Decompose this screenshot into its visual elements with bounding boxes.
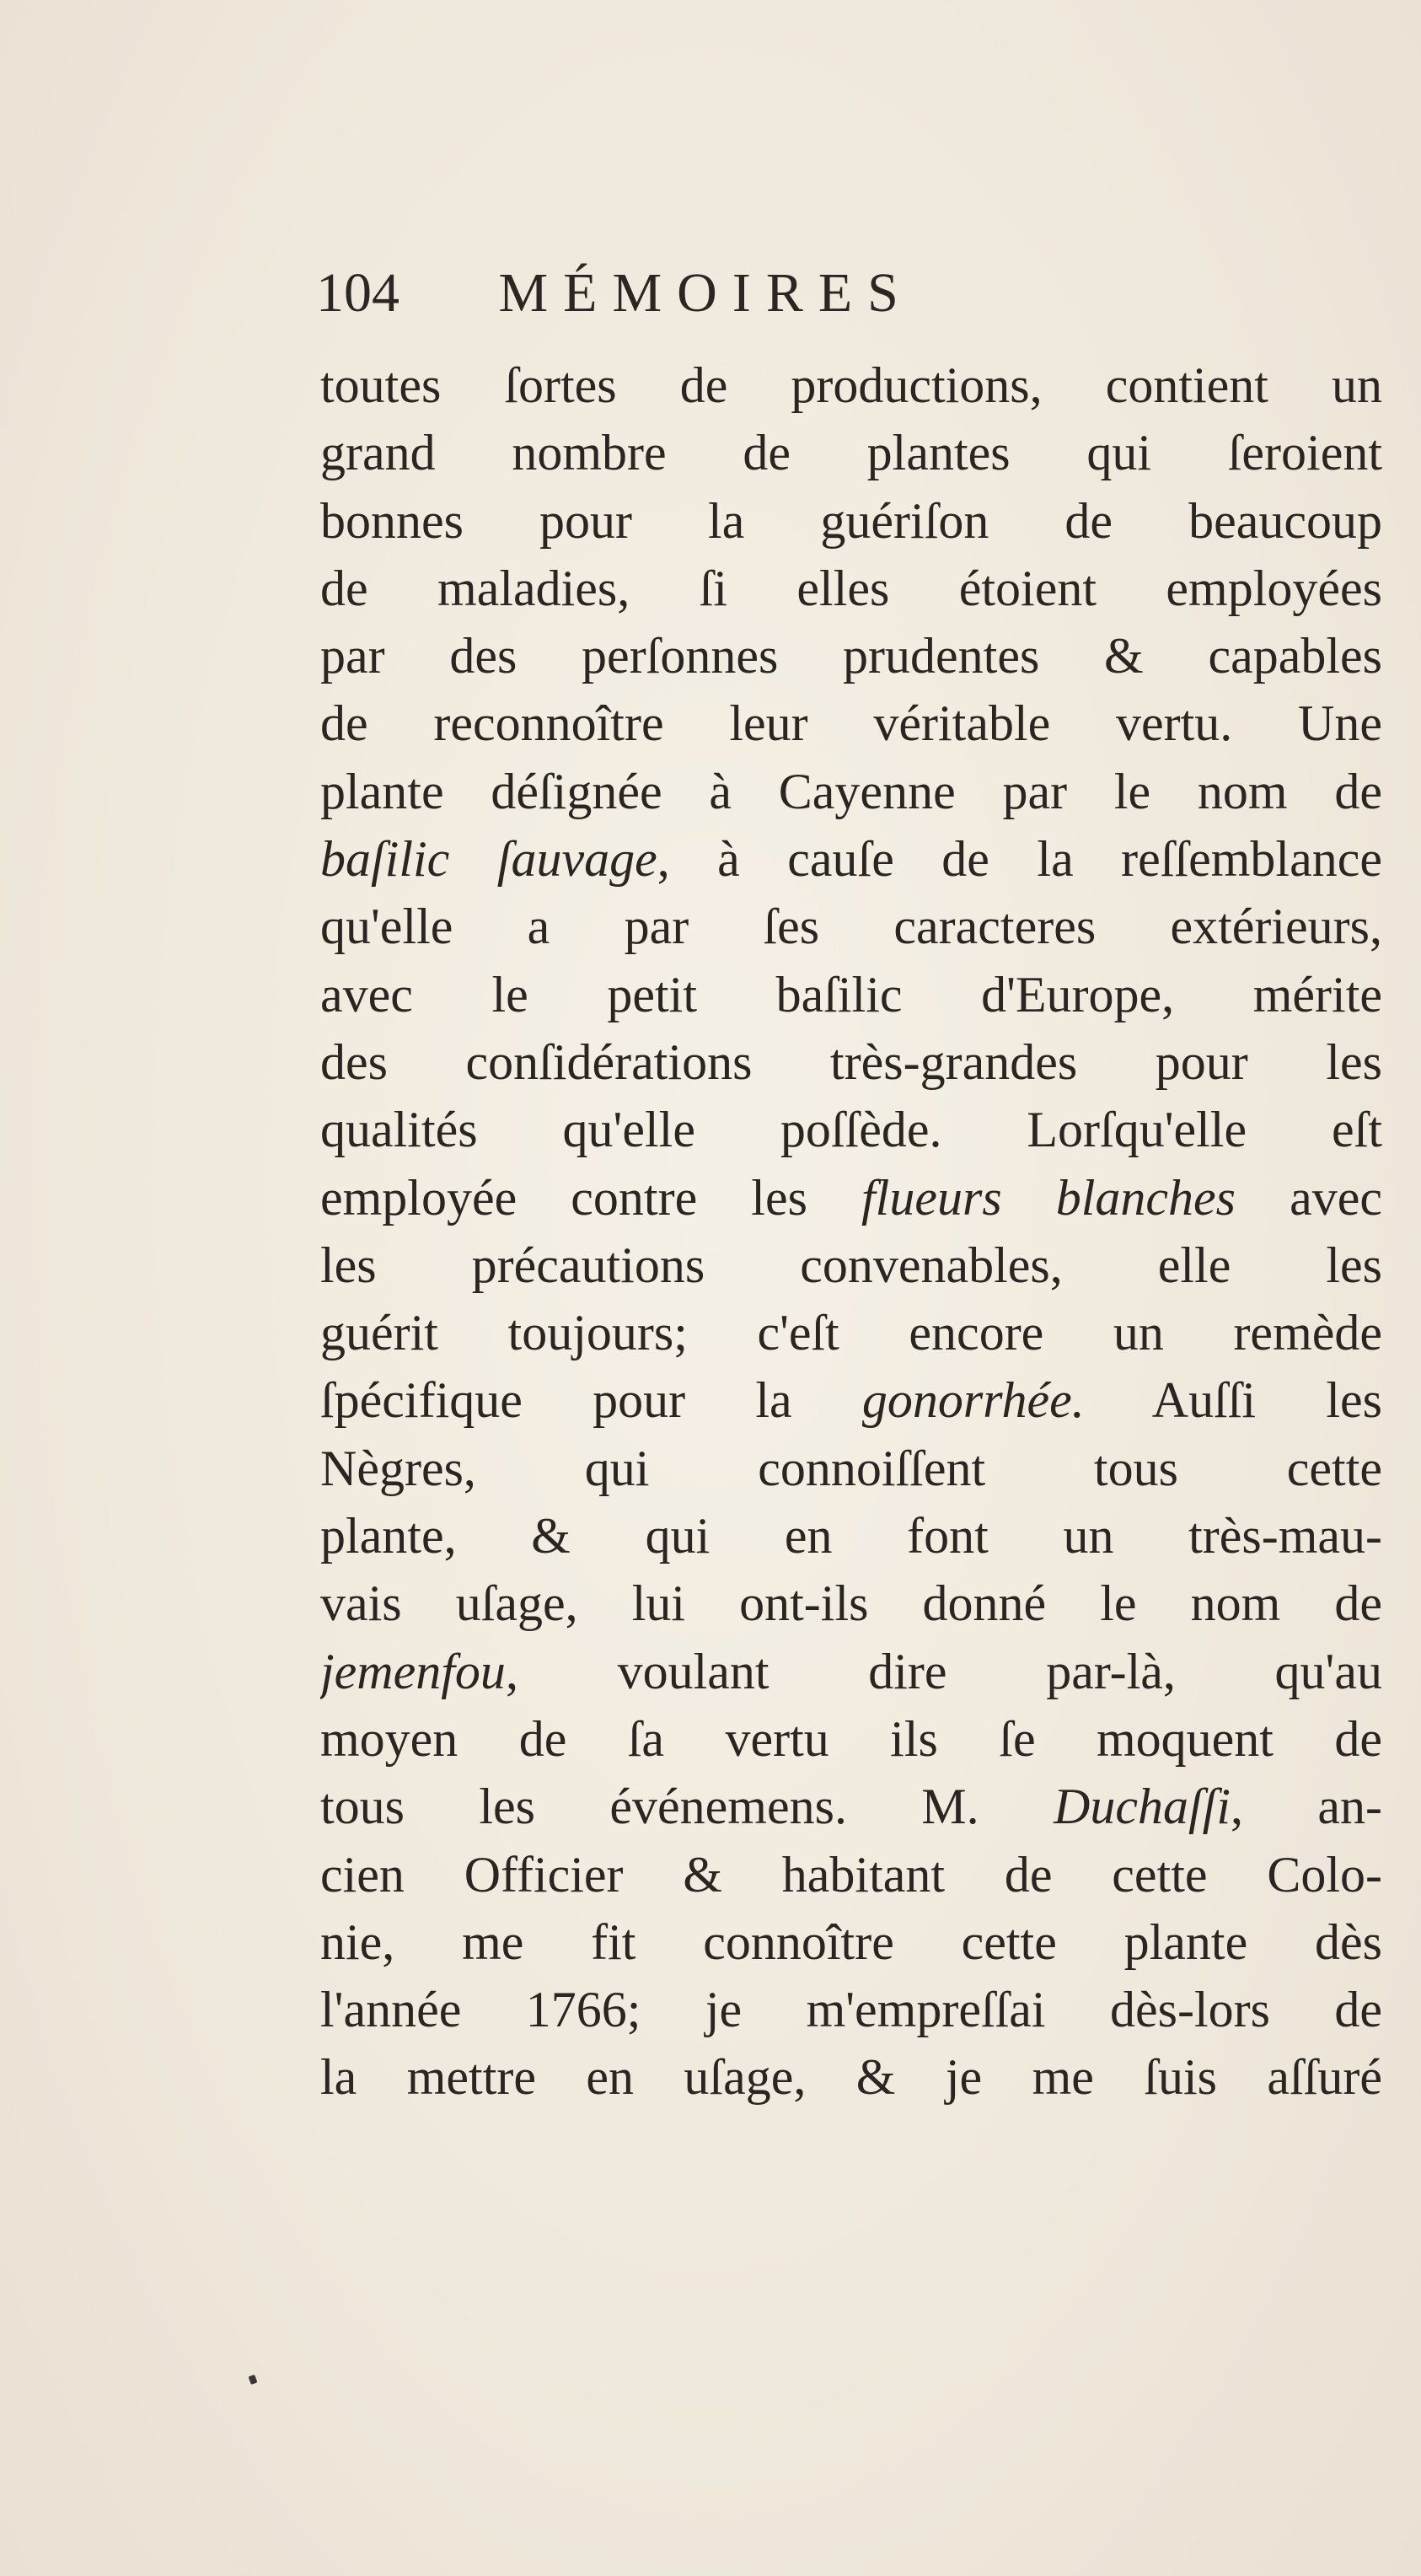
italic-term: gonorrhée. bbox=[861, 1372, 1085, 1429]
page-header bbox=[316, 260, 1421, 327]
text-line: vais uſage, lui ont-ils donné le nom de bbox=[320, 1575, 1382, 1632]
text-line: de maladies, ſi elles étoient employées bbox=[320, 560, 1382, 616]
text-segment: employée contre les bbox=[320, 1169, 862, 1226]
text-line: Nègres, qui connoiſſent tous cette bbox=[320, 1440, 1382, 1496]
ink-speck bbox=[249, 2375, 258, 2385]
text-segment: tous les événemens. M. bbox=[320, 1779, 1054, 1835]
text-line: avec le petit baſilic d'Europe, mérite bbox=[320, 966, 1382, 1022]
running-title: MÉMOIRES bbox=[498, 262, 914, 324]
text-line: qu'elle a par ſes caracteres extérieurs, bbox=[320, 899, 1382, 955]
text-line: les précautions convenables, elle les bbox=[320, 1237, 1382, 1293]
text-line: plante déſignée à Cayenne par le nom de bbox=[320, 763, 1382, 819]
text-line bbox=[320, 1773, 1382, 1840]
text-line: par des perſonnes prudentes & capables bbox=[320, 628, 1382, 684]
text-segment: ſpécifique pour la bbox=[320, 1372, 862, 1429]
text-line: moyen de ſa vertu ils ſe moquent de bbox=[320, 1710, 1382, 1767]
text-line: des conſidérations très-grandes pour les bbox=[320, 1033, 1382, 1090]
text-line bbox=[320, 1638, 1382, 1705]
italic-term: Duchaſſi bbox=[1054, 1779, 1231, 1835]
text-line bbox=[320, 1164, 1382, 1232]
text-line: cien Officier & habitant de cette Colo- bbox=[320, 1846, 1382, 1902]
text-line: de reconnoître leur véritable vertu. Une bbox=[320, 695, 1382, 752]
text-line bbox=[320, 1366, 1382, 1434]
text-line: plante, & qui en font un très-mau- bbox=[320, 1508, 1382, 1564]
text-line: toutes ſortes de productions, contient un bbox=[320, 357, 1382, 413]
body-text bbox=[320, 352, 1382, 2112]
text-segment: avec bbox=[1236, 1169, 1382, 1226]
text-segment: , à cauſe de la reſſemblance bbox=[657, 831, 1382, 888]
italic-term: baſilic ſauvage bbox=[320, 831, 657, 888]
text-line: qualités qu'elle poſſède. Lorſqu'elle eſt bbox=[320, 1102, 1382, 1158]
text-line: guérit toujours; c'eſt encore un remède bbox=[320, 1305, 1382, 1361]
text-line: nie, me fit connoître cette plante dès bbox=[320, 1913, 1382, 1970]
text-segment: Auſſi les bbox=[1084, 1372, 1382, 1429]
text-segment: , voulant dire par-là, qu'au bbox=[505, 1643, 1382, 1699]
page-number: 104 bbox=[316, 262, 399, 324]
italic-term: flueurs blanches bbox=[861, 1169, 1236, 1226]
text-segment: , an- bbox=[1231, 1779, 1382, 1835]
text-line: bonnes pour la guériſon de beaucoup bbox=[320, 492, 1382, 549]
text-line: l'année 1766; je m'empreſſai dès-lors de bbox=[320, 1982, 1382, 2038]
text-line: grand nombre de plantes qui ſeroient bbox=[320, 425, 1382, 481]
text-line bbox=[320, 825, 1382, 893]
text-line: la mettre en uſage, & je me ſuis aſſuré bbox=[320, 2049, 1382, 2106]
italic-term: jemenfou bbox=[320, 1643, 506, 1699]
